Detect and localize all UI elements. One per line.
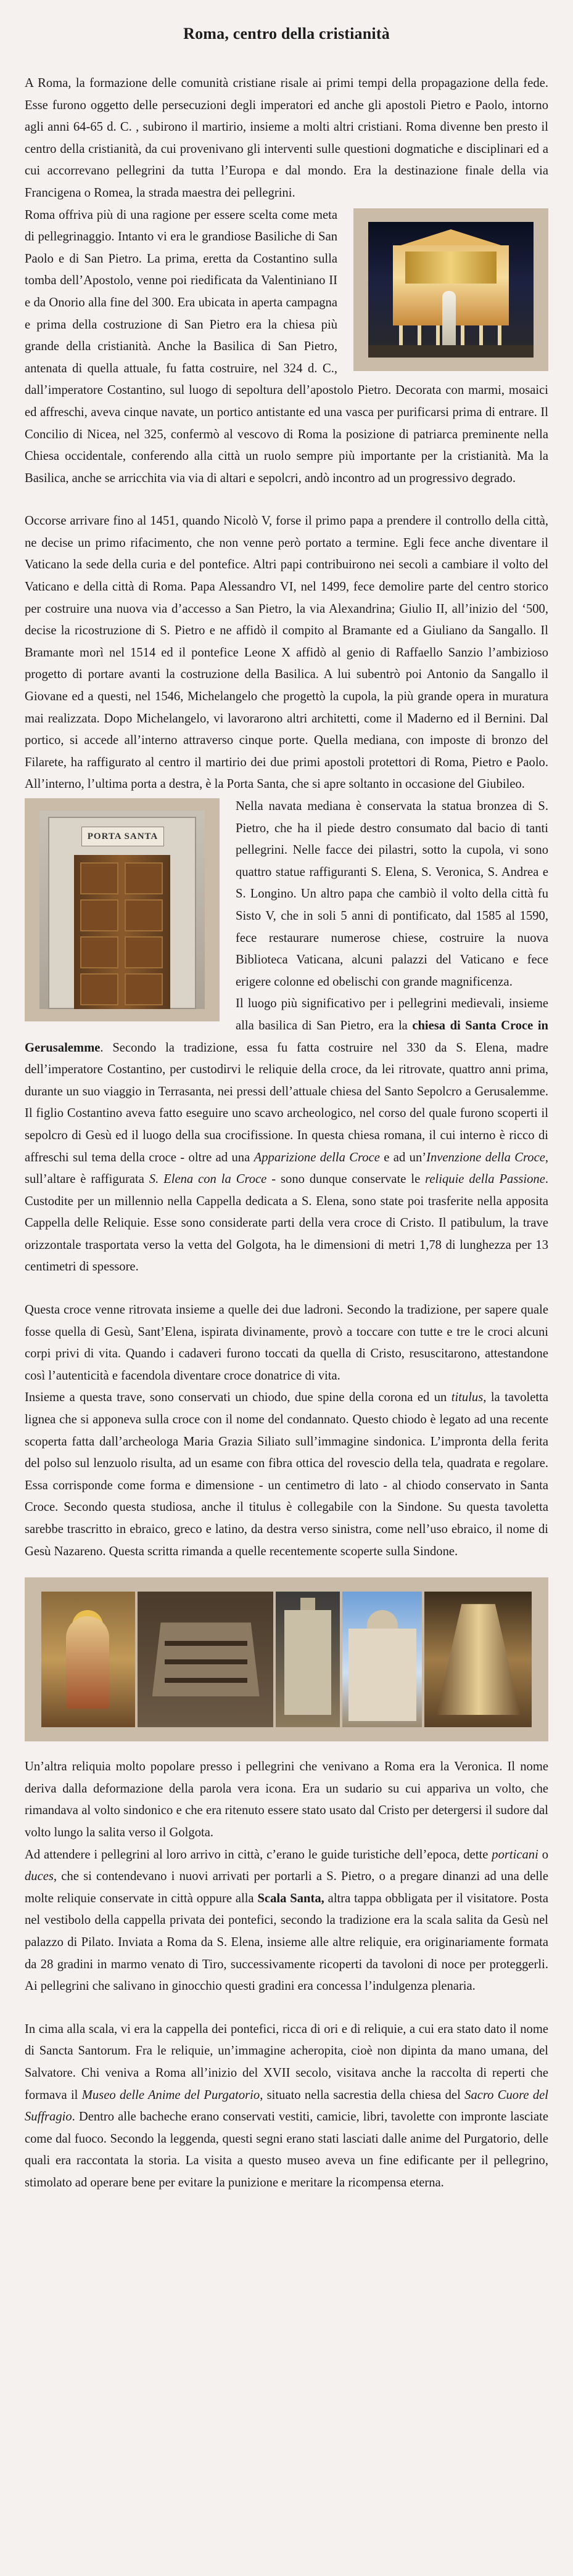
paragraph-vaticano: Occorse arrivare fino al 1451, quando Nicolò V, forse il primo papa a prendere il controllo della città, ne decise un primo rifacimento, che non venne però portato a termine. Egli fece anche diventare il Vaticano la sede della curia e del pontefice. Altri papi contribuirono nei secoli a cambiare il volto del Vaticano e della città di Roma. Papa Alessandro VI, nel 1499, fece demolire parte del centro storico per costruire una nuova via d’accesso a San Pietro, la via Alexandrina; Giulio II, all’inizio del ‘500, decise la ricostruzione di S. Pietro e ne affidò il compito al Bramante ed a Giuliano da Sangallo. Il Bramante morì nel 1514 ed il pontefice Leone X affidò al genio di Raffaello Sanzio l’ambizioso progetto di portare avanti la costruzione della Basilica. A lui subentrò poi Antonio da Sangallo il Giovane ed a questi, nel 1546, Michelangelo che progettò la cupola, la più grande opera in muratura mai realizzata. Dopo Michelangelo, vi lavorarono altri architetti, come il Maderno ed il Bernini. Dal portico, si accede all’interno attraverso cinque porte. Quella mediana, con imposte di bronzo del Filarete, ha raffigurato al centro il martirio dei due primi apostoli protettori di Roma, Pietro e Paolo. All’interno, l’ultima porta a destra, è la Porta Santa, che si apre soltanto in occasione del Giubileo. bbox=[25, 514, 548, 791]
paragraph-sancta-santorum: In cima alla scala, vi era la cappella dei pontefici, ricca di ori e di reliquie, a cui era stato dato il nome di Sancta Santorum. Fra le reliquie, un’immagine acheropita, cioè non dipinta da mano umana, del Salvatore. Chi veniva a Roma all’inizio del XVII secolo, visitava anche la raccolta di reperti che formava il Museo delle Anime del Purgatorio, situato nella sacrestia della chiesa del Sacro Cuore del Suffragio. Dentro alle bacheche erano conservati vestiti, camicie, libri, tavolette con impronte lasciate come dal fuoco. Secondo la leggenda, questi segni erano stati lasciati dalle anime del Purgatorio, delle quali era raccontata la storia. La visita a questo museo aveva un fine edificante per il pellegrino, stimolato ad operare bene per evitare la punizione e meritare la ricompensa eterna. bbox=[25, 2022, 548, 2190]
paragraph-croce-ritrovata: Questa croce venne ritrovata insieme a quelle dei due ladroni. Secondo la tradizione, per sapere quale fosse quella di Gesù, Sant’Elena, ispirata divinamente, provò a toccare con tutte e tre le croci alcuni corpi privi di vita. Quando i cadaveri furono toccati da quella di Cristo, resuscitarono, attestandone così l’autenticità e facendola diventare croce donatrice di vita. bbox=[25, 1303, 548, 1383]
scala-santa-strong: Scala Santa, bbox=[257, 1891, 324, 1905]
photo-gallery bbox=[25, 1577, 548, 1741]
paragraph-scala-santa: Ad attendere i pellegrini al loro arrivo in città, c’erano le guide turistiche dell’epoca, dette porticani o duces, che si contendevano i nuovi arrivati per portarli a S. Pietro, o a pregare dinanzi ad una delle molte reliquie conservate in città oppure alla Scala Santa, altra tappa obbligata per il visitatore. Posta nel vestibolo della cappella privata dei pontefici, secondo la tradizione era la scala salita da Gesù nel palazzo di Pilato. Inviata a Roma da S. Elena, insieme alle altre reliquie, era originariamente formata da 28 gradini in marmo venato di Tiro, successivamente ricoperti da tavoloni di noce per proteggerli. Ai pellegrini che salivano in ginocchio questi gradini era concessa l’indulgenza plenaria. bbox=[25, 1847, 548, 1993]
paragraph-navata: Nella navata mediana è conservata la statua bronzea di S. Pietro, che ha il piede destro consumato dal bacio di tanti pellegrini. Nelle facce dei pilastri, sotto la cupola, vi sono quattro statue raffiguranti S. Elena, S. Veronica, S. Andrea e S. Longino. Un altro papa che cambiò il volto della città fu Sisto V, che in soli 5 anni di pontificato, dal 1585 al 1590, fece restaurare numerose chiese, costruire la nuova Biblioteca Vaticana, alcuni palazzi del Vaticano e fece erigere colonne ed obelischi con grande magnificenza. bbox=[236, 799, 548, 989]
gallery-image-mosaic bbox=[41, 1592, 135, 1727]
gallery-image-titulus bbox=[138, 1592, 273, 1727]
gallery-image-facade bbox=[276, 1592, 340, 1727]
article-body bbox=[25, 73, 548, 2194]
porta-santa-figure-inline bbox=[25, 798, 220, 1021]
basilica-figure bbox=[353, 208, 548, 371]
paragraph-titulus: Insieme a questa trave, sono conservati un chiodo, due spine della corona ed un titulus, la tavoletta lignea che si apponeva sulla croce con il nome del condannato. Questo chiodo è legato ad una recente scoperta fatta dall’archeologa Maria Grazia Siliato sull’immagine sindonica. L’impronta della ferita del polso sul lenzuolo risulta, ad un esame con fibra ottica del rovescio della tela, quadrata e regolare. Essa corrisponde come forma e dimensione - un centimetro di lato - al chiodo conservato in Santa Croce. Secondo questa studiosa, anche il titulus è collegabile con la Sindone. Su questa tavoletta sarebbe trascritto in ebraico, greco e latino, da destra verso sinistra, come nell’uso ebraico, il nome di Gesù Nazareno. Questa scritta rimanda a quelle recentemente scoperte sulla Sindone. bbox=[25, 1391, 549, 1558]
gallery-image-interior bbox=[424, 1592, 532, 1727]
paragraph-santa-croce: Il luogo più significativo per i pellegrini medievali, insieme alla basilica di San Pietro, era la chiesa di Santa Croce in Gerusalemme. Secondo la tradizione, essa fu fatta costruire nel 330 da S. Elena, madre dell’imperatore Costantino, per custodirvi le reliquie della croce, da lei ritrovate, quattro anni prima, durante un suo viaggio in Terrasanta, nei pressi dell’attuale chiesa del Santo Sepolcro a Gerusalemme. Il figlio Costantino aveva fatto eseguire uno scavo archeologico, nel corso del quale furono scoperti il sepolcro di Gesù ed il luogo della sua crocifissione. In questa chiesa romana, il cui interno è ricco di affreschi sul tema della croce - oltre ad una Apparizione della Croce e ad un’Invenzione della Croce, sull’altare è raffigurata S. Elena con la Croce - sono dunque conservate le reliquie della Passione. Custodite per un millennio nella Cappella dedicata a S. Elena, sono state poi trasferite nella apposita Cappella delle Reliquie. Esse sono considerate parti della vera croce di Cristo. Il patibulum, la trave orizzontale trasportata verso la vetta del Golgota, ha le dimensioni di metri 1,78 di lunghezza per 13 centimetri di spessore. bbox=[25, 997, 549, 1274]
paragraph-basiliche: Roma offriva più di una ragione per essere scelta come meta di pellegrinaggio. Intanto vi era le grandiose Basiliche di San Paolo e di San Pietro. La prima, eretta da Costantino sulla tomba dell’Apostolo, venne poi riedificata da Valentiniano II e da Onorio alla fine del 300. Era ubicata in aperta campagna e prima della costruzione di San Pietro era la chiesa più grande della cristianità. Anche la Basilica di San Pietro, antenata di quella attuale, fu fatta costruire, nel 324 d. C., dall’imperatore Costantino, sul luogo di sepoltura dell’apostolo Pietro. Decorata con marmi, mosaici ed affreschi, aveva cinque navate, un portico antistante ed una vasca per purificarsi prima di entrare. Il Concilio di Nicea, nel 325, confermò al vescovo di Roma la posizione di patriarca preminente nella Chiesa occidentale, conferendo alla città un ruolo sempre più importante per la cristianità. Ma la Basilica, anche se arricchita via via di altari e sepolcri, andò incontro ad un progressivo degrado. bbox=[25, 208, 548, 485]
basilica-image bbox=[368, 222, 534, 358]
santa-croce-strong: chiesa di Santa Croce in Gerusalemme bbox=[25, 1018, 548, 1055]
gallery-image-santa-croce bbox=[342, 1592, 422, 1727]
porta-santa-sign: PORTA SANTA bbox=[81, 827, 164, 846]
porta-santa-image bbox=[39, 811, 205, 1009]
paragraph-veronica: Un’altra reliquia molto popolare presso i pellegrini che venivano a Roma era la Veronica. Il nome deriva dalla deformazione della parola vera icona. Era un sudario su cui appariva un volto, che rimandava al volto sindonico e che era ritenuto essere stato usato dal Cristo per detergersi il sudore dal volto lungo la salita verso il Golgota. bbox=[25, 1760, 548, 1839]
paragraph-intro: A Roma, la formazione delle comunità cristiane risale ai primi tempi della propagazione della fede. Esse furono oggetto delle persecuzioni degli imperatori ed anche gli apostoli Pietro e Paolo, intorno agli anni 64-65 d. C. , subirono il martirio, insieme a molti altri cristiani. Roma divenne ben presto il centro della cristianità, da cui provenivano gli interventi sulle questioni dogmatiche e disciplinari ed a cui accorrevano pellegrini da tutta l’Europa e dal mondo. Era la destinazione finale della via Francigena o Romea, la strada maestra dei pellegrini. bbox=[25, 76, 548, 200]
page-title: Roma, centro della cristianità bbox=[183, 25, 390, 43]
